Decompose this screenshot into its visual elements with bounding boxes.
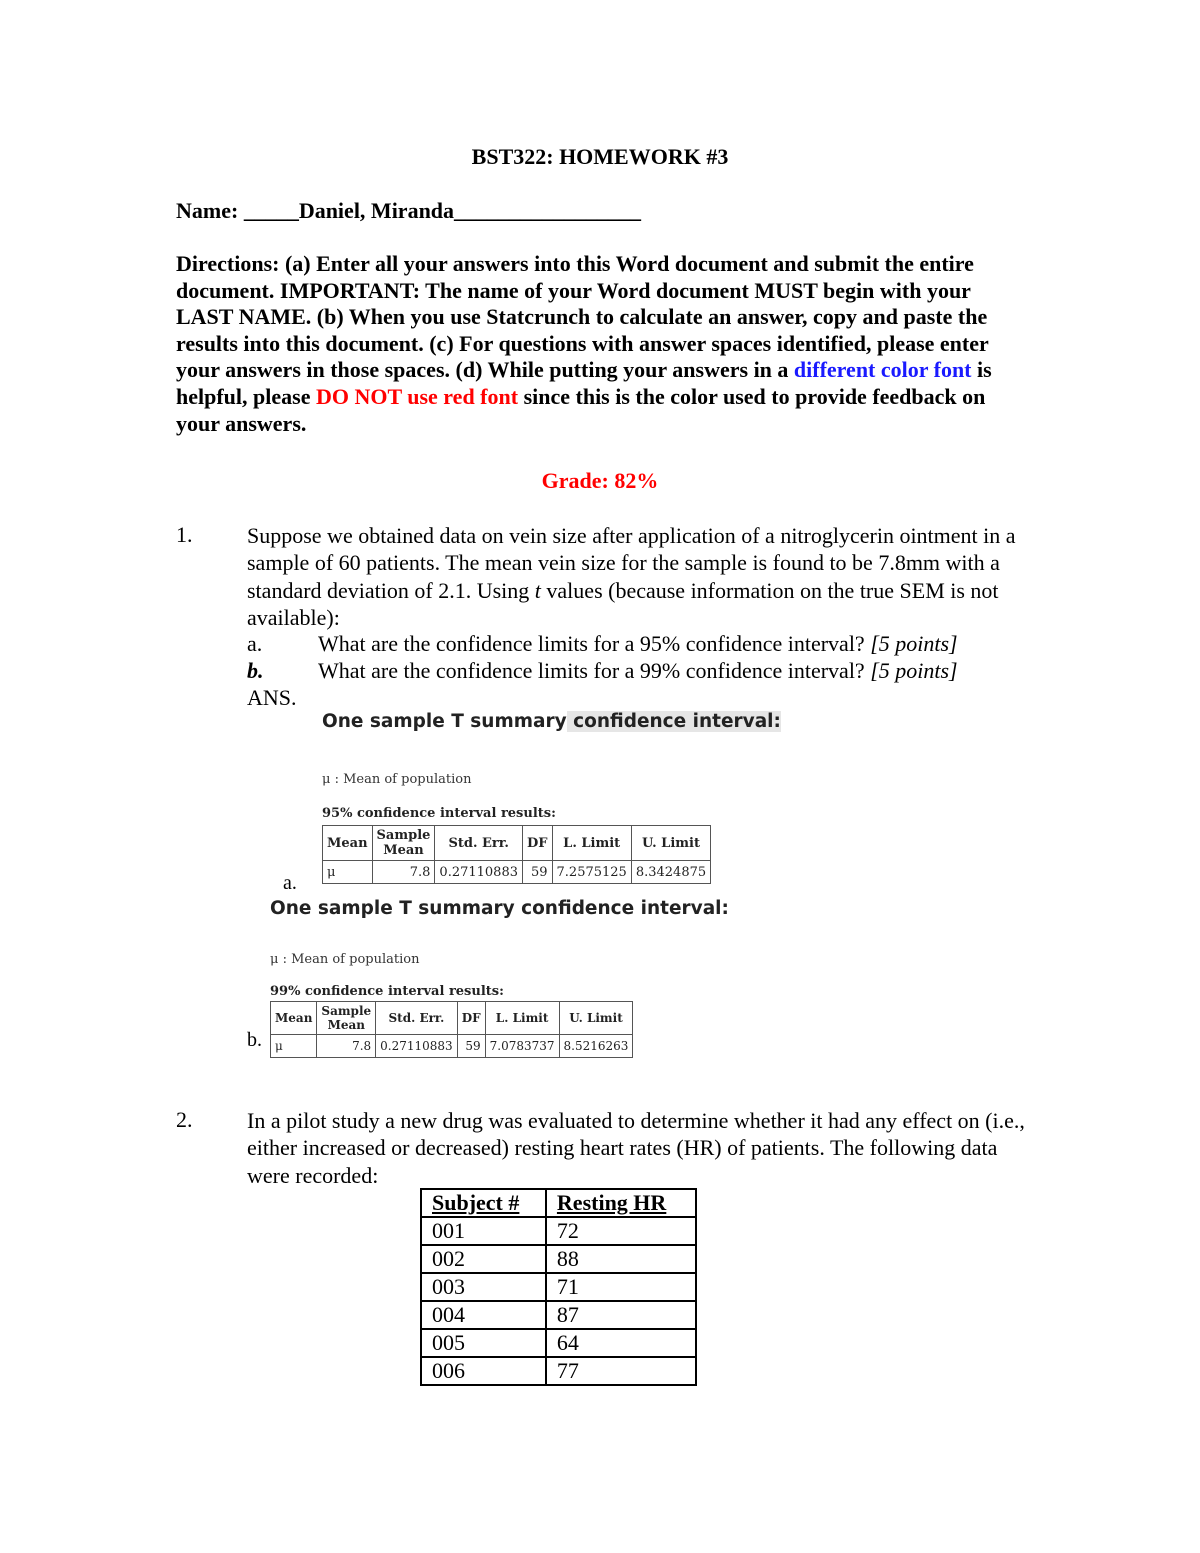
question-1-text	[247, 522, 1027, 631]
grade-label: Grade: 82%	[541, 468, 659, 493]
result99-table	[270, 1001, 633, 1058]
hr-header-subject: Subject #	[421, 1189, 546, 1217]
result99-header: Sample Mean	[317, 1002, 376, 1035]
question-1b-text	[318, 658, 958, 684]
hr-header-row	[421, 1189, 696, 1217]
question-1-t-italic: t	[534, 577, 541, 603]
hr-value-cell: 64	[546, 1329, 696, 1357]
result99-header: DF	[457, 1002, 485, 1035]
hr-subject-cell: 001	[421, 1217, 546, 1245]
result99-cell: 7.8	[317, 1035, 376, 1058]
result95-title-b: confidence interval:	[566, 711, 781, 732]
question-2-text: In a pilot study a new drug was evaluated to determine whether it had any effect on (i.e., either increased or decreased) resting heart rates (HR) of patients. The following data were recorded:	[247, 1108, 1025, 1188]
result95-header: Mean	[323, 826, 373, 861]
result95-mu-label: μ : Mean of population	[322, 772, 472, 787]
hr-subject-cell: 003	[421, 1273, 546, 1301]
hr-value-cell: 87	[546, 1301, 696, 1329]
directions-text-3: since this is the color used to provide feedback on your answers.	[176, 383, 986, 436]
question-1-number: 1.	[176, 522, 193, 547]
hr-value-cell: 71	[546, 1273, 696, 1301]
name-line	[176, 198, 641, 224]
result95-header: U. Limit	[631, 826, 710, 861]
question-1b-points: [5 points]	[870, 658, 958, 683]
hr-value-cell: 77	[546, 1357, 696, 1385]
question-1-text-b: values (because information on the true SEM is not available):	[247, 577, 999, 630]
result95-cell: μ	[323, 861, 373, 884]
result95-cell: 7.8	[372, 861, 435, 884]
directions-text-2: is helpful, please	[176, 357, 992, 409]
hr-subject-cell: 002	[421, 1245, 546, 1273]
result95-header: L. Limit	[552, 826, 631, 861]
heart-rate-table	[420, 1188, 697, 1386]
answer-label: ANS.	[247, 685, 297, 710]
result95-label: a.	[283, 872, 297, 894]
page-title: BST322: HOMEWORK #3	[471, 144, 729, 169]
result95-header: DF	[523, 826, 553, 861]
question-1-text-a: Suppose we obtained data on vein size after application of a nitroglycerin ointment in a sample of 60 patients. The mean vein size for the sample is found to be 7.8mm with a standard deviation of 2.1. Using	[247, 523, 1016, 603]
result95-cell: 59	[523, 861, 553, 884]
directions-blue-text: different color font	[793, 357, 972, 383]
result99-cell: μ	[271, 1035, 317, 1058]
table-row	[421, 1245, 696, 1273]
name-value: _____Daniel, Miranda_________________	[243, 198, 642, 223]
result99-header: Mean	[271, 1002, 317, 1035]
result95-results-label: 95% confidence interval results:	[322, 806, 556, 821]
hr-value-cell: 88	[546, 1245, 696, 1273]
directions-text-1: Directions: (a) Enter all your answers into this Word document and submit the entire document. IMPORTANT: The name of your Word document MUST begin with your LAST NAME. (b) When you use Statcrunch to calculate an answer, copy and paste the results into this document. (c) For questions with answer spaces identified, please enter your answers in those spaces. (d) While putting your answers in a	[176, 251, 989, 383]
table-row	[421, 1357, 696, 1385]
question-1a-text	[318, 631, 958, 657]
question-2-number: 2.	[176, 1107, 193, 1132]
result99-data-row	[271, 1035, 633, 1058]
hr-value-cell: 72	[546, 1217, 696, 1245]
directions-red-text: DO NOT use red font	[315, 383, 519, 409]
result99-cell: 59	[457, 1035, 485, 1058]
hr-subject-cell: 006	[421, 1357, 546, 1385]
question-1b-label: b.	[247, 658, 264, 683]
result95-header: Sample Mean	[372, 826, 435, 861]
hr-header-resting-hr: Resting HR	[546, 1189, 696, 1217]
result99-mu-label: μ : Mean of population	[270, 952, 420, 967]
question-1a-points: [5 points]	[870, 631, 958, 656]
table-row	[421, 1273, 696, 1301]
result99-label: b.	[247, 1029, 262, 1051]
directions-paragraph	[176, 251, 1026, 437]
result95-title-a: One sample T summary	[322, 711, 567, 732]
table-row	[421, 1329, 696, 1357]
result99-header: L. Limit	[485, 1002, 559, 1035]
question-1a-label: a.	[247, 631, 263, 656]
table-row	[421, 1217, 696, 1245]
result95-data-row	[323, 861, 711, 884]
result95-table	[322, 825, 711, 884]
result95-cell: 0.27110883	[435, 861, 523, 884]
result99-results-label: 99% confidence interval results:	[270, 984, 504, 999]
result99-header: U. Limit	[559, 1002, 633, 1035]
result95-header: Std. Err.	[435, 826, 523, 861]
question-1b-text-main: What are the confidence limits for a 99% confidence interval?	[318, 658, 871, 683]
name-label: Name:	[176, 198, 239, 223]
result95-title	[322, 711, 781, 732]
result99-header: Std. Err.	[376, 1002, 458, 1035]
question-1a-text-main: What are the confidence limits for a 95% confidence interval?	[318, 631, 871, 656]
table-row	[421, 1301, 696, 1329]
hr-subject-cell: 005	[421, 1329, 546, 1357]
result99-cell: 0.27110883	[376, 1035, 458, 1058]
result95-header-row	[323, 826, 711, 861]
result95-cell: 8.3424875	[631, 861, 710, 884]
result95-cell: 7.2575125	[552, 861, 631, 884]
result99-cell: 8.5216263	[559, 1035, 633, 1058]
result99-header-row	[271, 1002, 633, 1035]
hr-subject-cell: 004	[421, 1301, 546, 1329]
result99-title: One sample T summary confidence interval:	[270, 898, 729, 919]
result99-cell: 7.0783737	[485, 1035, 559, 1058]
